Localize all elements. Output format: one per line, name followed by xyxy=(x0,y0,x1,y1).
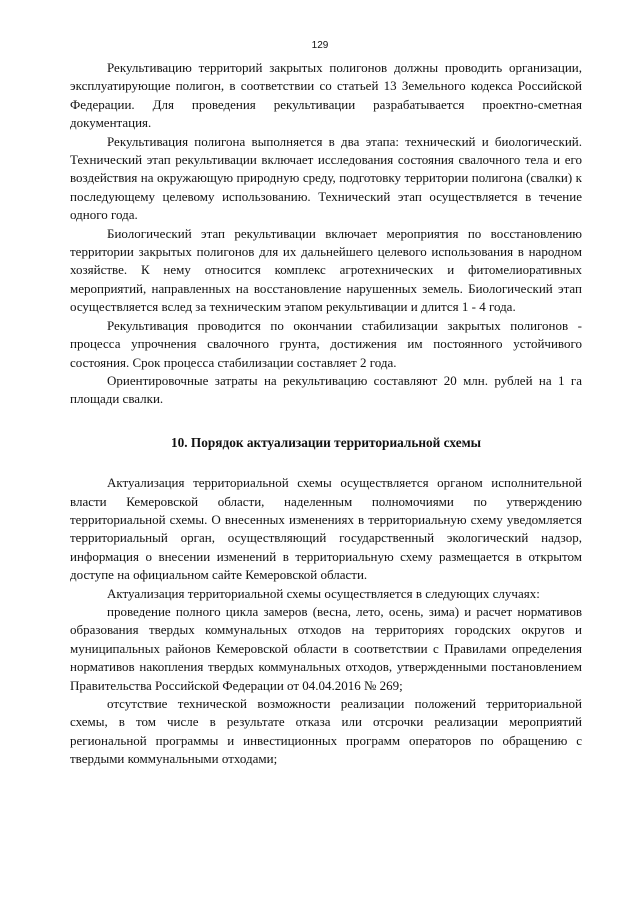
paragraph-estimated-costs: Ориентировочные затраты на рекультивацию составляют 20 млн. рублей на 1 га площади свалки. xyxy=(70,372,582,407)
paragraph-stabilization: Рекультивация проводится по окончании стабилизации закрытых полигонов - процесса упрочнения свалочного грунта, достижения им постоянного устойчивого состояния. Срок процесса стабилизации составляет 2 года. xyxy=(70,317,582,370)
paragraph-update-authority: Актуализация территориальной схемы осуществляется органом исполнительной власти Кемеровской области, наделенным полномочиями по утверждению территориальной схемы. О внесенных изменениях в территориальную схему уведомляется территориальный орган, осуществляющий государственный экологический надзор, информация о внесении изменений в территориальную схему размещается в открытом доступе на официальном сайте Кемеровской области. xyxy=(70,475,582,583)
paragraph-update-cases-intro: Актуализация территориальной схемы осуществляется в следующих случаях: xyxy=(107,585,540,601)
paragraph-biological-stage: Биологический этап рекультивации включает мероприятия по восстановлению территории закрытых полигонов для их дальнейшего целевого использования в народном хозяйстве. К нему относится комплекс агротехнических и фитомелиоративных мероприятий, направленных на восстановление нарушенных земель. Биологический этап осуществляется вслед за техническим этапом рекультивации и длится 1 - 4 года. xyxy=(70,225,582,315)
paragraph-reclamation-responsibility: Рекультивацию территорий закрытых полигонов должны проводить организации, эксплуатирующие полигон, в соответствии со статьей 13 Земельного кодекса Российской Федерации. Для проведения рекультивации разрабатывается проектно-сметная документация. xyxy=(70,60,582,131)
paragraph-update-case-technical: отсутствие технической возможности реализации положений территориальной схемы, в том числе в результате отказа или отсрочки реализации мероприятий региональной программы и инвестиционных программ операторов по обращению с твердыми коммунальными отходами; xyxy=(70,696,582,767)
paragraph-update-case-measurements: проведение полного цикла замеров (весна, лето, осень, зима) и расчет нормативов образования твердых коммунальных отходов на территориях городских округов и муниципальных районов Кемеровской области в соответствии с Правилами определения нормативов накопления твердых коммунальных отходов, утвержденными постановлением Правительства Российской Федерации от 04.04.2016 № 269; xyxy=(70,603,582,693)
page-number: 129 xyxy=(311,40,329,51)
paragraph-reclamation-stages: Рекультивация полигона выполняется в два этапа: технический и биологический. Технический этап рекультивации включает исследования состояния свалочного тела и его воздействия на окружающую природную среду, подготовку территории полигона (свалки) к последующему целевому использованию. Технический этап осуществляется в течение одного года. xyxy=(70,133,582,223)
document-body xyxy=(70,59,582,769)
section-heading: 10. Порядок актуализации территориальной схемы xyxy=(170,434,482,450)
